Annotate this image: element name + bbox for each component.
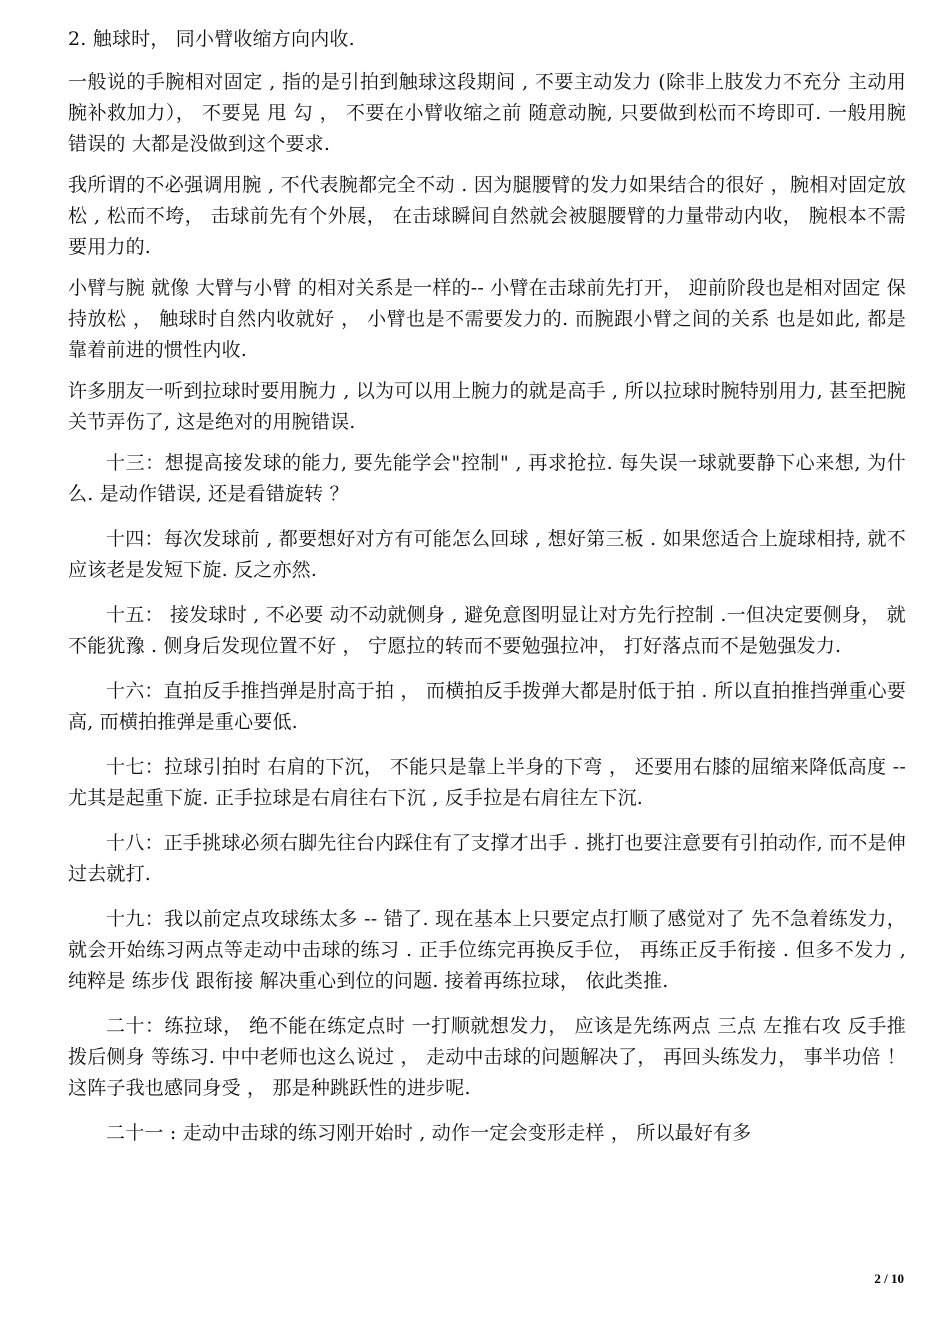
- paragraph-tip-18: 十八：正手挑球必须右脚先往台内踩住有了支撑才出手 . 挑打也要注意要有引拍动作, 而不是伸过去就打.: [68, 832, 906, 885]
- paragraph-wrist-not-emphasized: 我所谓的不必强调用腕 , 不代表腕都完全不动 . 因为腿腰臂的发力如果结合的很好 ，腕相对固定放松 , 松而不垮， 击球前先有个外展， 在击球瞬间自然就会被腿腰臂的力量带动内收， 腕根本不需要用力的.: [68, 174, 906, 258]
- paragraph-tip-21: 二十一 : 走动中击球的练习刚开始时 , 动作一定会变形走样 ， 所以最好有多: [106, 1122, 752, 1144]
- document-body: [68, 24, 906, 1163]
- page-number: 2 / 10: [874, 1271, 904, 1286]
- paragraph-tip-13: 十三：想提高接发球的能力, 要先能学会"控制" , 再求抢拉. 每失误一球就要静下心来想, 为什么. 是动作错误, 还是看错旋转 ？: [68, 452, 906, 505]
- paragraph-wrist-misuse: 许多朋友一听到拉球时要用腕力 , 以为可以用上腕力的就是高手 , 所以拉球时腕特别用力, 甚至把腕关节弄伤了, 这是绝对的用腕错误.: [68, 380, 906, 433]
- paragraph-forearm-wrist-relation: 小臂与腕 就像 大臂与小臂 的相对关系是一样的-- 小臂在击球前先打开， 迎前阶段也是相对固定 保持放松 ， 触球时自然内收就好 ， 小臂也是不需要发力的. 而腕跟小臂之间的关系 也是如此, 都是靠着前进的惯性内收.: [68, 277, 906, 361]
- paragraph-tip-16: 十六：直拍反手推挡弹是肘高于拍 ， 而横拍反手拨弹大都是肘低于拍 . 所以直拍推挡弹重心要高, 而横拍推弹是重心要低.: [68, 680, 906, 733]
- paragraph-tip-19: 十九：我以前定点攻球练太多 -- 错了. 现在基本上只要定点打顺了感觉对了 先不急着练发力， 就会开始练习两点等走动中击球的练习 . 正手位练完再换反手位， 再练正反手衔接 . 但多不发力 , 纯粹是 练步伐 跟衔接 解决重心到位的问题. 接着再练拉球， 依此类推.: [68, 908, 906, 992]
- paragraph-tip-15: 十五： 接发球时 , 不必要 动不动就侧身 , 避免意图明显让对方先行控制 .一但决定要侧身， 就不能犹豫 . 侧身后发现位置不好 ， 宁愿拉的转而不要勉强拉冲， 打好落点而不是勉强发力.: [68, 604, 906, 657]
- paragraph-tip-20: 二十：练拉球， 绝不能在练定点时 一打顺就想发力， 应该是先练两点 三点 左推右攻 反手推拨后侧身 等练习. 中中老师也这么说过 ， 走动中击球的问题解决了， 再回头练发力， 事半功倍 ！ 这阵子我也感同身受 ， 那是种跳跃性的进步呢.: [68, 1015, 906, 1099]
- paragraph-point-2: 2. 触球时， 同小臂收缩方向内收.: [68, 28, 355, 50]
- paragraph-wrist-fixed: 一般说的手腕相对固定 , 指的是引拍到触球这段期间 , 不要主动发力 (除非上肢发力不充分 主动用腕补救加力）， 不要晃 甩 勾 ， 不要在小臂收缩之前 随意动腕, 只要做到松而不垮即可. 一般用腕错误的 大都是没做到这个要求.: [68, 71, 906, 155]
- paragraph-tip-17: 十七：拉球引拍时 右肩的下沉， 不能只是靠上半身的下弯 ， 还要用右膝的屈缩来降低高度 -- 尤其是起重下旋. 正手拉球是右肩往右下沉 , 反手拉是右肩往左下沉.: [68, 756, 906, 809]
- paragraph-tip-14: 十四：每次发球前 , 都要想好对方有可能怎么回球 , 想好第三板 . 如果您适合上旋球相持, 就不应该老是发短下旋. 反之亦然.: [68, 528, 906, 581]
